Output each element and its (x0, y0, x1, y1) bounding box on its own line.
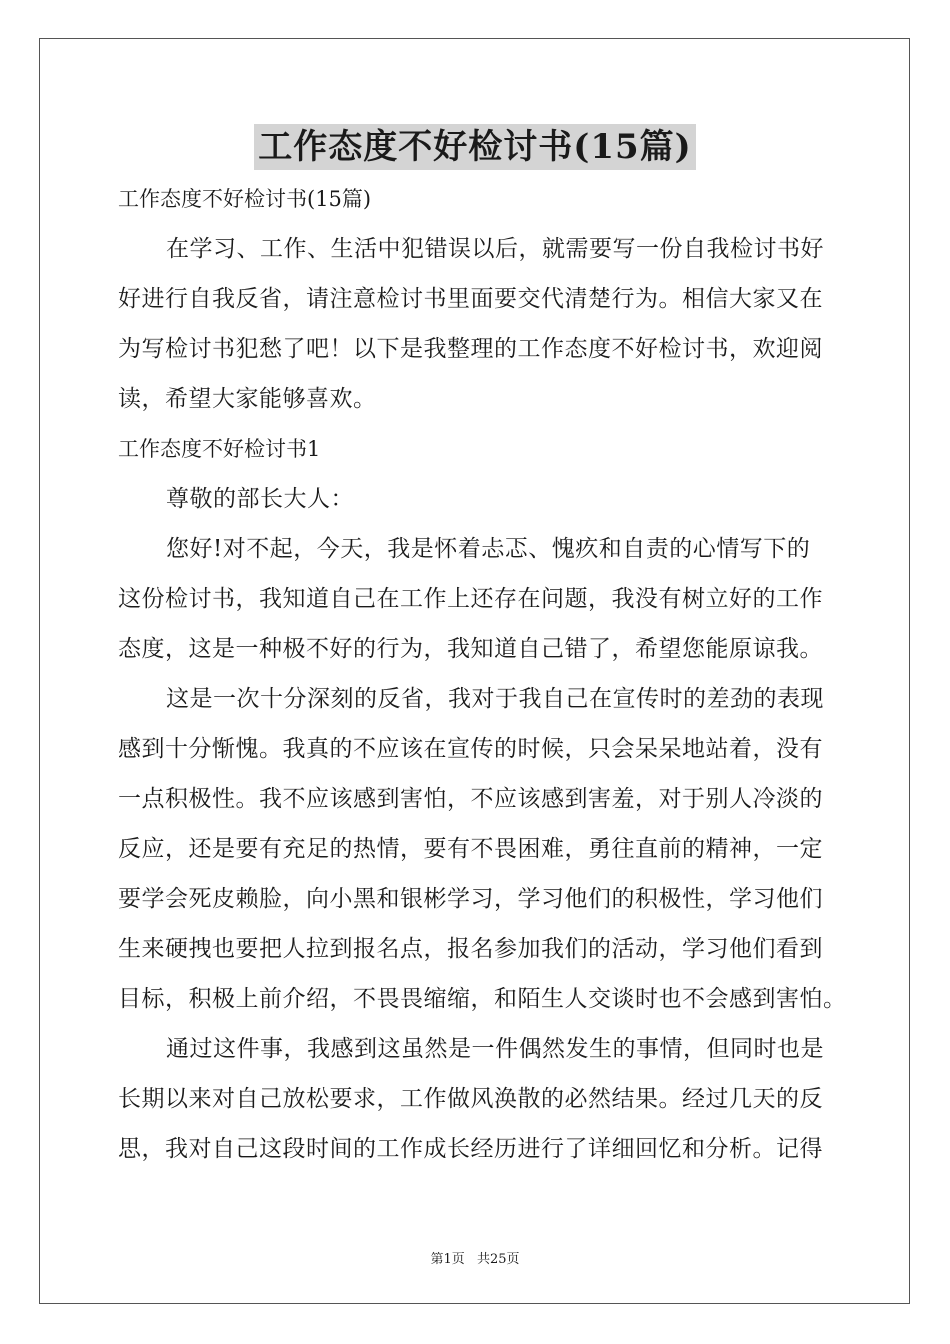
page-footer (0, 1248, 950, 1267)
title-block (0, 124, 950, 170)
paragraph-line: 反应，还是要有充足的热情，要有不畏困难，勇往直前的精神，一定 (118, 836, 823, 862)
paragraph-line: 这是一次十分深刻的反省，我对于我自己在宣传时的差劲的表现 (166, 686, 824, 712)
paragraph-line: 为写检讨书犯愁了吧！以下是我整理的工作态度不好检讨书，欢迎阅 (118, 336, 823, 362)
section-heading: 工作态度不好检讨书1 (118, 437, 321, 461)
paragraph-line: 读，希望大家能够喜欢。 (118, 386, 377, 412)
paragraph-line: 目标，积极上前介绍，不畏畏缩缩，和陌生人交谈时也不会感到害怕。 (118, 986, 847, 1012)
paragraph-line: 要学会死皮赖脸，向小黑和银彬学习，学习他们的积极性，学习他们 (118, 886, 823, 912)
paragraph-line: 您好!对不起，今天，我是怀着忐忑、愧疚和自责的心情写下的 (166, 536, 811, 562)
paragraph-line: 这份检讨书，我知道自己在工作上还存在问题，我没有树立好的工作 (118, 586, 823, 612)
paragraph-line: 在学习、工作、生活中犯错误以后，就需要写一份自我检讨书好 (166, 236, 824, 262)
paragraph-line: 一点积极性。我不应该感到害怕，不应该感到害羞，对于别人冷淡的 (118, 786, 823, 812)
page-total: 共25页 (476, 1252, 520, 1267)
paragraph-line: 生来硬拽也要把人拉到报名点，报名参加我们的活动，学习他们看到 (118, 936, 823, 962)
document-title: 工作态度不好检讨书(15篇) (254, 124, 696, 170)
paragraph-line: 态度，这是一种极不好的行为，我知道自己错了，希望您能原谅我。 (118, 636, 823, 662)
document-subtitle: 工作态度不好检讨书(15篇) (118, 187, 372, 211)
paragraph-line: 感到十分惭愧。我真的不应该在宣传的时候，只会呆呆地站着，没有 (118, 736, 823, 762)
salutation: 尊敬的部长大人： (166, 486, 354, 512)
paragraph-line: 好进行自我反省，请注意检讨书里面要交代清楚行为。相信大家又在 (118, 286, 823, 312)
page-border (39, 38, 910, 1304)
page-number: 第1页 (430, 1252, 465, 1267)
paragraph-line: 思，我对自己这段时间的工作成长经历进行了详细回忆和分析。记得 (118, 1136, 823, 1162)
paragraph-line: 通过这件事，我感到这虽然是一件偶然发生的事情，但同时也是 (166, 1036, 824, 1062)
paragraph-line: 长期以来对自己放松要求，工作做风涣散的必然结果。经过几天的反 (118, 1086, 823, 1112)
